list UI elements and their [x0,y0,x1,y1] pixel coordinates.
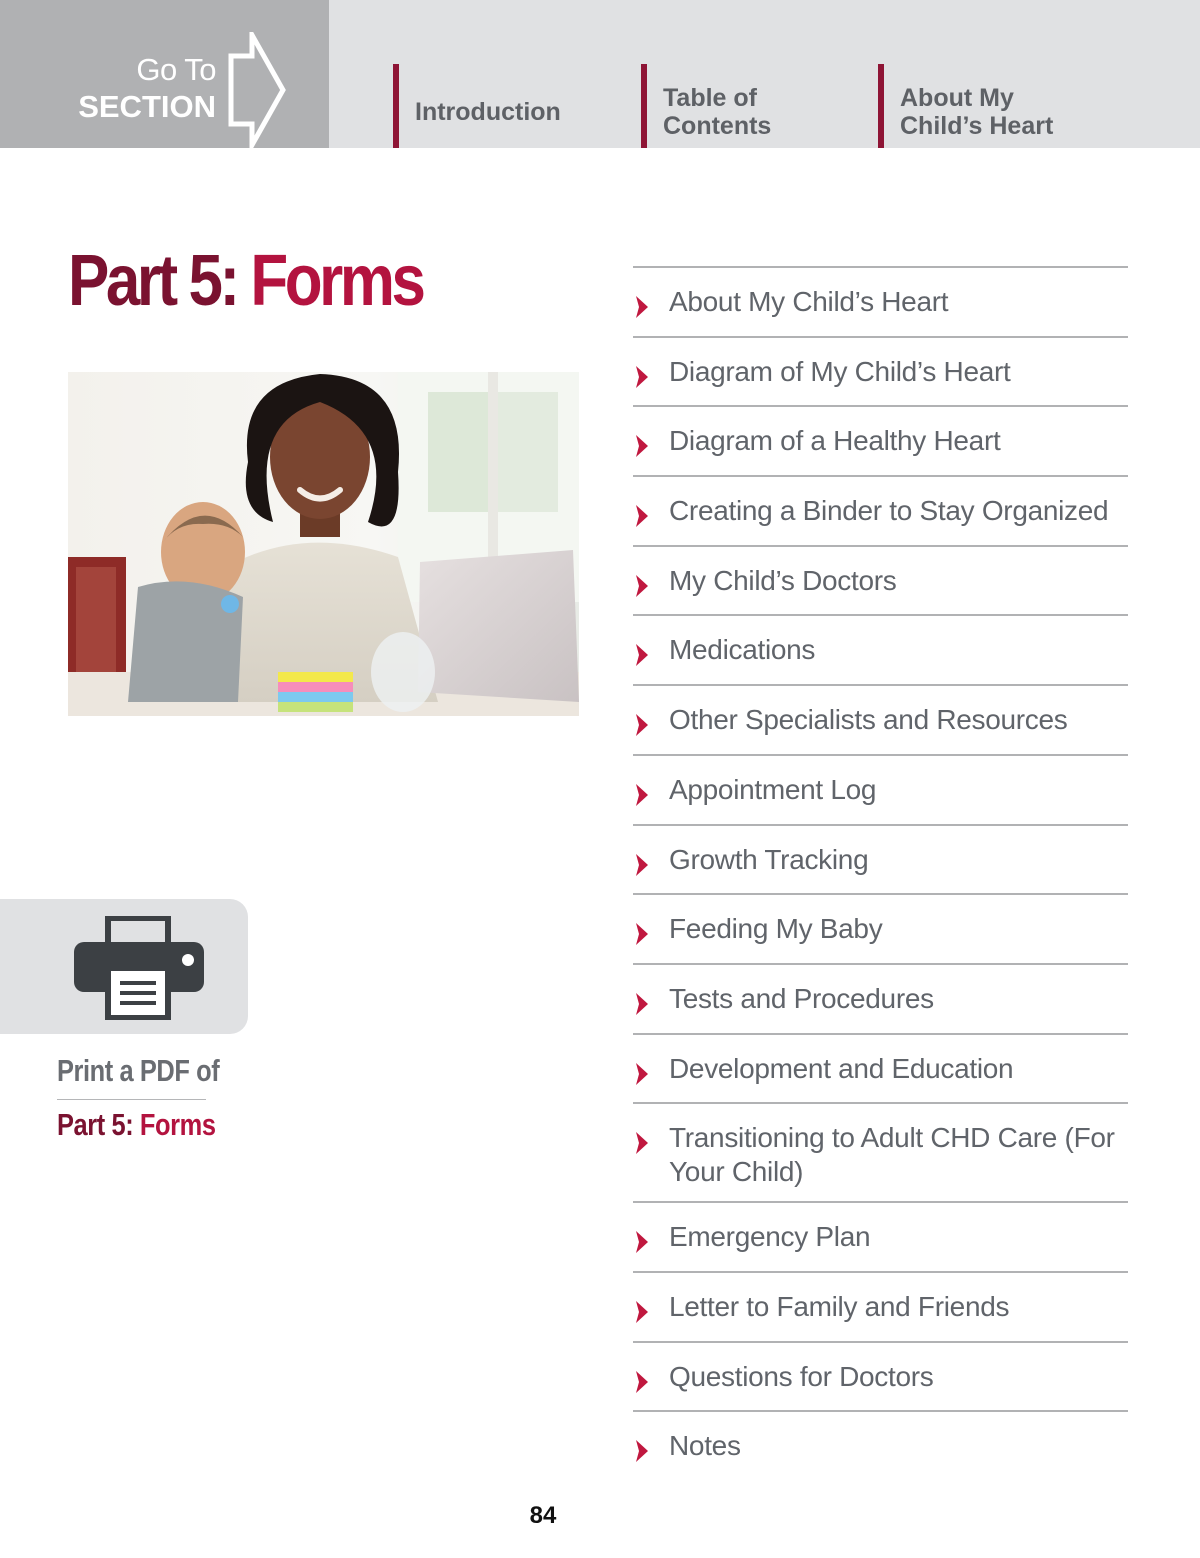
red-play-bullet-icon [634,710,650,740]
list-item-questions-for-doctors[interactable] [633,1343,1128,1413]
list-item-label: Development and Education [669,1052,1014,1084]
list-item-transitioning-to-adult-care[interactable] [633,1104,1128,1203]
list-item-growth-tracking[interactable] [633,826,1128,896]
list-item-label: Notes [669,1430,741,1462]
list-item-label: Feeding My Baby [669,913,883,945]
list-item-label: Transitioning to Adult CHD Care (For Your Child) [669,1122,1115,1188]
red-play-bullet-icon [634,850,650,880]
list-item-label: Tests and Procedures [669,982,934,1014]
go-to-label: Go To [136,52,216,87]
list-item-label: Questions for Doctors [669,1360,934,1392]
list-item-tests-and-procedures[interactable] [633,965,1128,1035]
list-item-label: My Child’s Doctors [669,564,897,596]
page-title [68,240,422,322]
print-pdf-button[interactable] [0,899,248,1034]
list-item-notes[interactable] [633,1412,1128,1482]
page-number: 84 [529,1502,557,1529]
red-play-bullet-icon [634,431,650,461]
forms-list [633,266,1128,1482]
red-play-bullet-icon [634,1059,650,1089]
list-item-medications[interactable] [633,616,1128,686]
page-title-name: Forms [250,241,423,321]
red-play-bullet-icon [634,989,650,1019]
print-divider [57,1099,206,1100]
list-item-other-specialists[interactable] [633,686,1128,756]
nav-tab-table-of-contents[interactable] [641,64,861,148]
section-label: SECTION [78,89,216,124]
red-play-bullet-icon [634,640,650,670]
mother-and-baby-photo [68,372,579,716]
list-item-letter-to-family[interactable] [633,1273,1128,1343]
red-play-bullet-icon [634,571,650,601]
nav-tab-label: About My Child’s Heart [900,84,1054,140]
list-item-label: Diagram of My Child’s Heart [669,355,1011,387]
red-play-bullet-icon [634,292,650,322]
print-caption: Print a PDF of [57,1053,220,1088]
red-play-bullet-icon [634,362,650,392]
nav-tab-label: Introduction [415,98,561,126]
list-item-emergency-plan[interactable] [633,1203,1128,1273]
page-title-part: Part 5: [68,241,237,321]
red-play-bullet-icon [634,919,650,949]
list-item-label: Medications [669,634,816,666]
red-play-bullet-icon [634,1367,650,1397]
nav-tab-label: Table of Contents [663,84,772,140]
red-play-bullet-icon [634,1227,650,1257]
list-item-feeding-my-baby[interactable] [633,895,1128,965]
print-link-part: Part 5: [57,1107,134,1142]
top-navigation-bar [0,0,1200,148]
list-item-label: Other Specialists and Resources [669,704,1068,736]
nav-tab-about-my-childs-heart[interactable] [878,64,1138,148]
arrow-right-outline-icon [228,32,286,148]
list-item-my-childs-doctors[interactable] [633,547,1128,617]
printer-icon [72,916,206,1020]
list-item-appointment-log[interactable] [633,756,1128,826]
go-to-section-panel [0,0,329,148]
list-item-about-my-childs-heart[interactable] [633,268,1128,338]
list-item-label: Diagram of a Healthy Heart [669,425,1001,457]
list-item-creating-a-binder[interactable] [633,477,1128,547]
print-link-name: Forms [139,1107,216,1142]
red-play-bullet-icon [634,1436,650,1466]
print-link[interactable] [57,1107,216,1143]
list-item-diagram-of-my-childs-heart[interactable] [633,338,1128,408]
red-play-bullet-icon [634,1128,650,1158]
nav-tab-introduction[interactable] [393,64,623,148]
list-item-development-and-education[interactable] [633,1035,1128,1105]
list-item-label: Letter to Family and Friends [669,1290,1010,1322]
list-item-diagram-of-a-healthy-heart[interactable] [633,407,1128,477]
list-item-label: Appointment Log [669,773,877,805]
list-item-label: About My Child’s Heart [669,286,949,317]
red-play-bullet-icon [634,780,650,810]
list-item-label: Creating a Binder to Stay Organized [669,495,1109,527]
list-item-label: Emergency Plan [669,1221,871,1253]
list-item-label: Growth Tracking [669,843,869,875]
red-play-bullet-icon [634,1297,650,1327]
red-play-bullet-icon [634,501,650,531]
